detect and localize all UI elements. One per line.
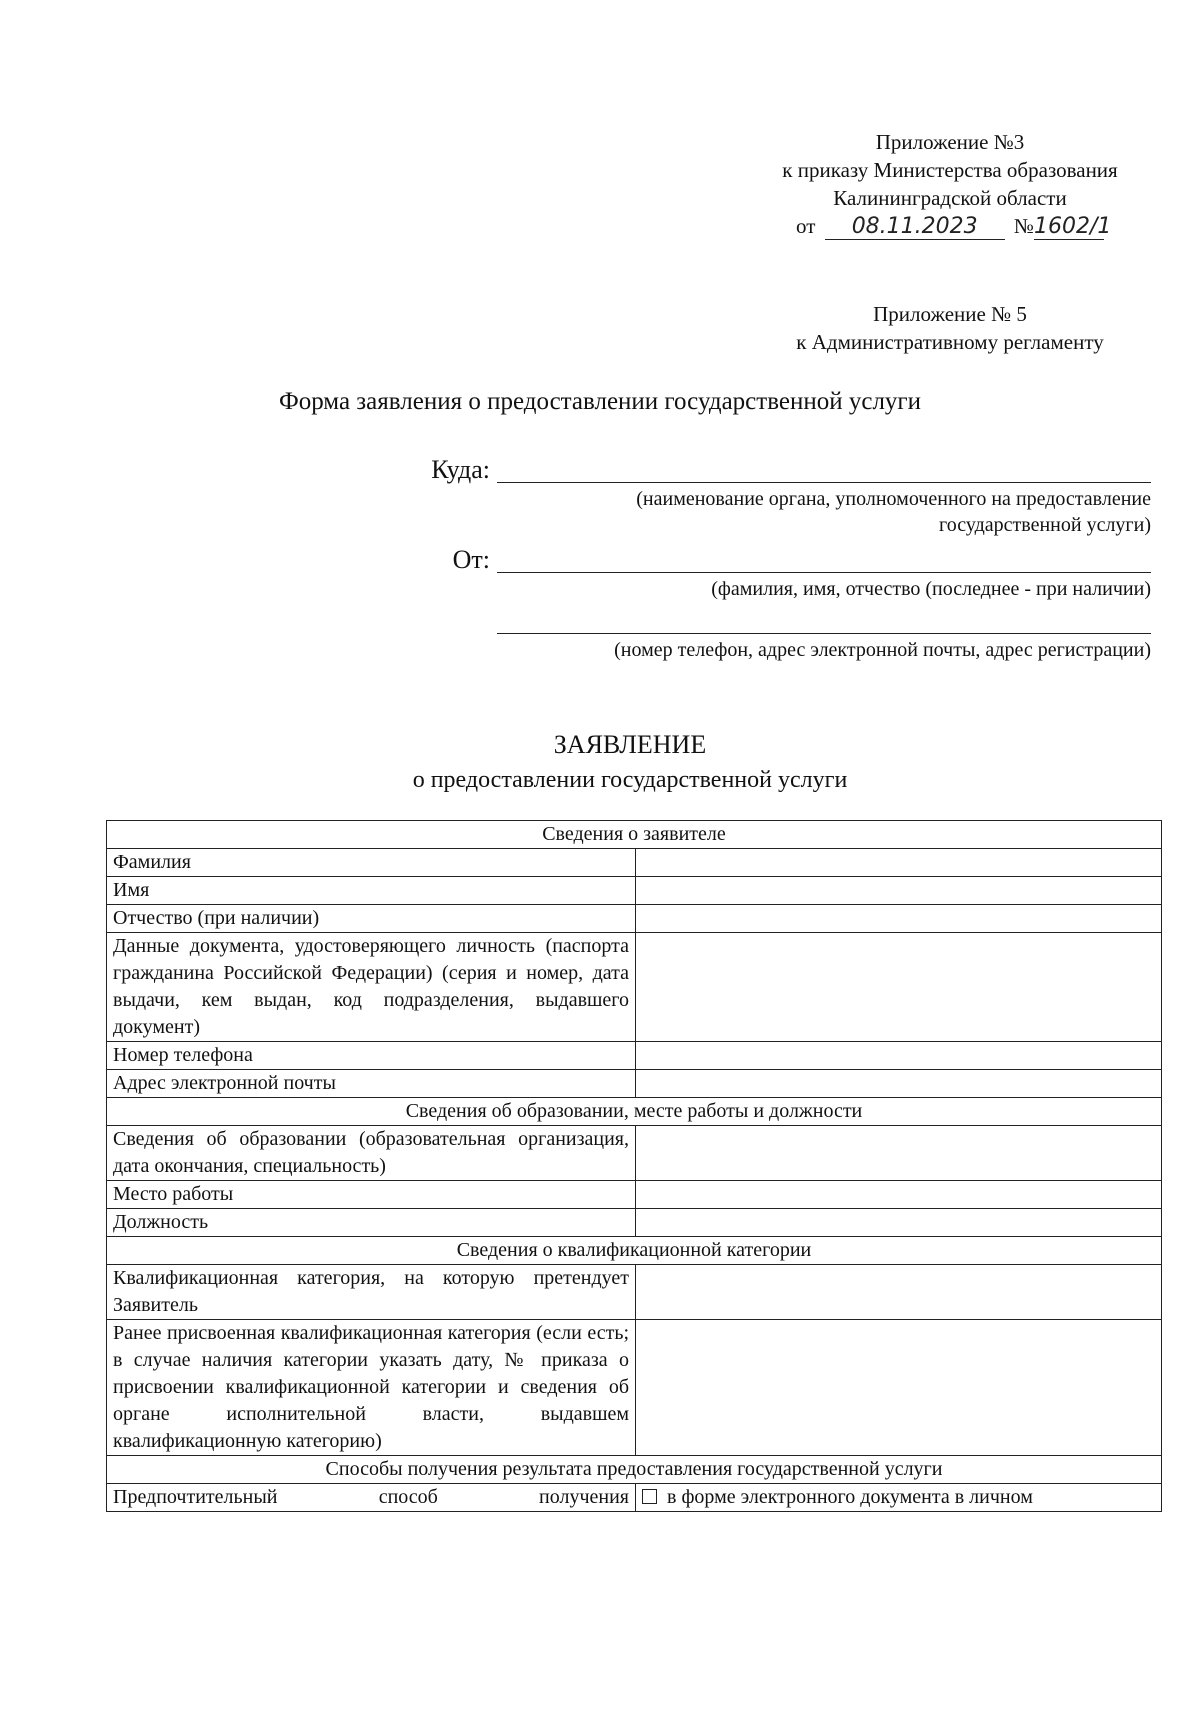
position-field[interactable] bbox=[636, 1209, 1162, 1237]
table-row bbox=[107, 849, 1162, 877]
to-caption-line-1: (наименование органа, уполномоченного на предоставление bbox=[636, 488, 1151, 510]
appendix-5-title: Приложение № 5 bbox=[873, 302, 1027, 326]
from-contacts-caption: (номер телефон, адрес электронной почты, адрес регистрации) bbox=[614, 639, 1151, 661]
patronymic-field[interactable] bbox=[636, 905, 1162, 933]
email-field[interactable] bbox=[636, 1070, 1162, 1098]
section-qualification: Сведения о квалификационной категории bbox=[107, 1237, 1162, 1265]
id-document-field[interactable] bbox=[636, 933, 1162, 1042]
preferred-method-label: Предпочтительный способ получения bbox=[107, 1484, 636, 1512]
to-caption-line-2: государственной услуги) bbox=[939, 514, 1151, 536]
from-name-input-line[interactable] bbox=[497, 572, 1151, 573]
appendix-5-block bbox=[760, 300, 1140, 356]
claimed-category-label: Квалификационная категория, на которую претендует Заявитель bbox=[107, 1265, 636, 1320]
order-date: 08.11.2023 bbox=[825, 215, 1005, 240]
table-row bbox=[107, 1181, 1162, 1209]
phone-label: Номер телефона bbox=[107, 1042, 636, 1070]
education-label: Сведения об образовании (образовательная организация, дата окончания, специальность) bbox=[107, 1126, 636, 1181]
preferred-method-options bbox=[636, 1484, 1162, 1512]
previous-category-label: Ранее присвоенная квалификационная категория (если есть; в случае наличия категории указать дату, № приказа о присвоении квалификационной категории и сведения об органе исполнительной власти, выдавшем квалификационную категорию) bbox=[107, 1320, 636, 1456]
workplace-field[interactable] bbox=[636, 1181, 1162, 1209]
table-row bbox=[107, 1484, 1162, 1512]
table-row bbox=[107, 1320, 1162, 1456]
email-label: Адрес электронной почты bbox=[107, 1070, 636, 1098]
table-row bbox=[107, 1042, 1162, 1070]
surname-label: Фамилия bbox=[107, 849, 636, 877]
application-form-table bbox=[106, 820, 1162, 1512]
id-document-label: Данные документа, удостоверяющего личность (паспорта гражданина Российской Федерации) (серия и номер, дата выдачи, кем выдан, код подразделения, выдавшего документ) bbox=[107, 933, 636, 1042]
section-education: Сведения об образовании, месте работы и должности bbox=[107, 1098, 1162, 1126]
appendix-5-regulation-ref: к Административному регламенту bbox=[796, 330, 1104, 354]
to-input-line[interactable] bbox=[497, 482, 1151, 483]
appendix-3-block bbox=[740, 128, 1160, 240]
workplace-label: Место работы bbox=[107, 1181, 636, 1209]
education-field[interactable] bbox=[636, 1126, 1162, 1181]
statement-title: ЗАЯВЛЕНИЕ bbox=[553, 730, 707, 759]
checkbox-electronic[interactable] bbox=[642, 1489, 657, 1504]
table-row bbox=[107, 1126, 1162, 1181]
number-prefix: № bbox=[1013, 214, 1034, 238]
table-row bbox=[107, 1456, 1162, 1484]
form-title: Форма заявления о предоставлении государственной услуги bbox=[278, 388, 922, 415]
position-label: Должность bbox=[107, 1209, 636, 1237]
table-row bbox=[107, 877, 1162, 905]
statement-subtitle: о предоставлении государственной услуги bbox=[412, 767, 848, 793]
phone-field[interactable] bbox=[636, 1042, 1162, 1070]
surname-field[interactable] bbox=[636, 849, 1162, 877]
previous-category-field[interactable] bbox=[636, 1320, 1162, 1456]
from-contacts-input-line[interactable] bbox=[497, 633, 1151, 634]
section-applicant: Сведения о заявителе bbox=[107, 821, 1162, 849]
table-row bbox=[107, 1209, 1162, 1237]
appendix-3-order-ref: к приказу Министерства образования bbox=[782, 158, 1118, 182]
table-row bbox=[107, 821, 1162, 849]
section-result-method: Способы получения результата предоставления государственной услуги bbox=[107, 1456, 1162, 1484]
appendix-3-region: Калининградской области bbox=[833, 186, 1067, 210]
table-row bbox=[107, 905, 1162, 933]
appendix-3-title: Приложение №3 bbox=[875, 130, 1025, 154]
patronymic-label: Отчество (при наличии) bbox=[107, 905, 636, 933]
name-field[interactable] bbox=[636, 877, 1162, 905]
order-number: 1602/1 bbox=[1033, 214, 1112, 239]
from-name-caption: (фамилия, имя, отчество (последнее - при наличии) bbox=[711, 578, 1151, 600]
appendix-3-date-number bbox=[740, 212, 1160, 240]
claimed-category-field[interactable] bbox=[636, 1265, 1162, 1320]
to-caption bbox=[480, 486, 1151, 538]
table-row bbox=[107, 1265, 1162, 1320]
table-row bbox=[107, 933, 1162, 1042]
from-label: От: bbox=[452, 545, 490, 574]
to-label: Куда: bbox=[431, 455, 490, 484]
option-electronic-label: в форме электронного документа в личном bbox=[667, 1486, 1033, 1508]
from-prefix: от bbox=[796, 214, 816, 238]
table-row bbox=[107, 1070, 1162, 1098]
table-row bbox=[107, 1237, 1162, 1265]
table-row bbox=[107, 1098, 1162, 1126]
name-label: Имя bbox=[107, 877, 636, 905]
